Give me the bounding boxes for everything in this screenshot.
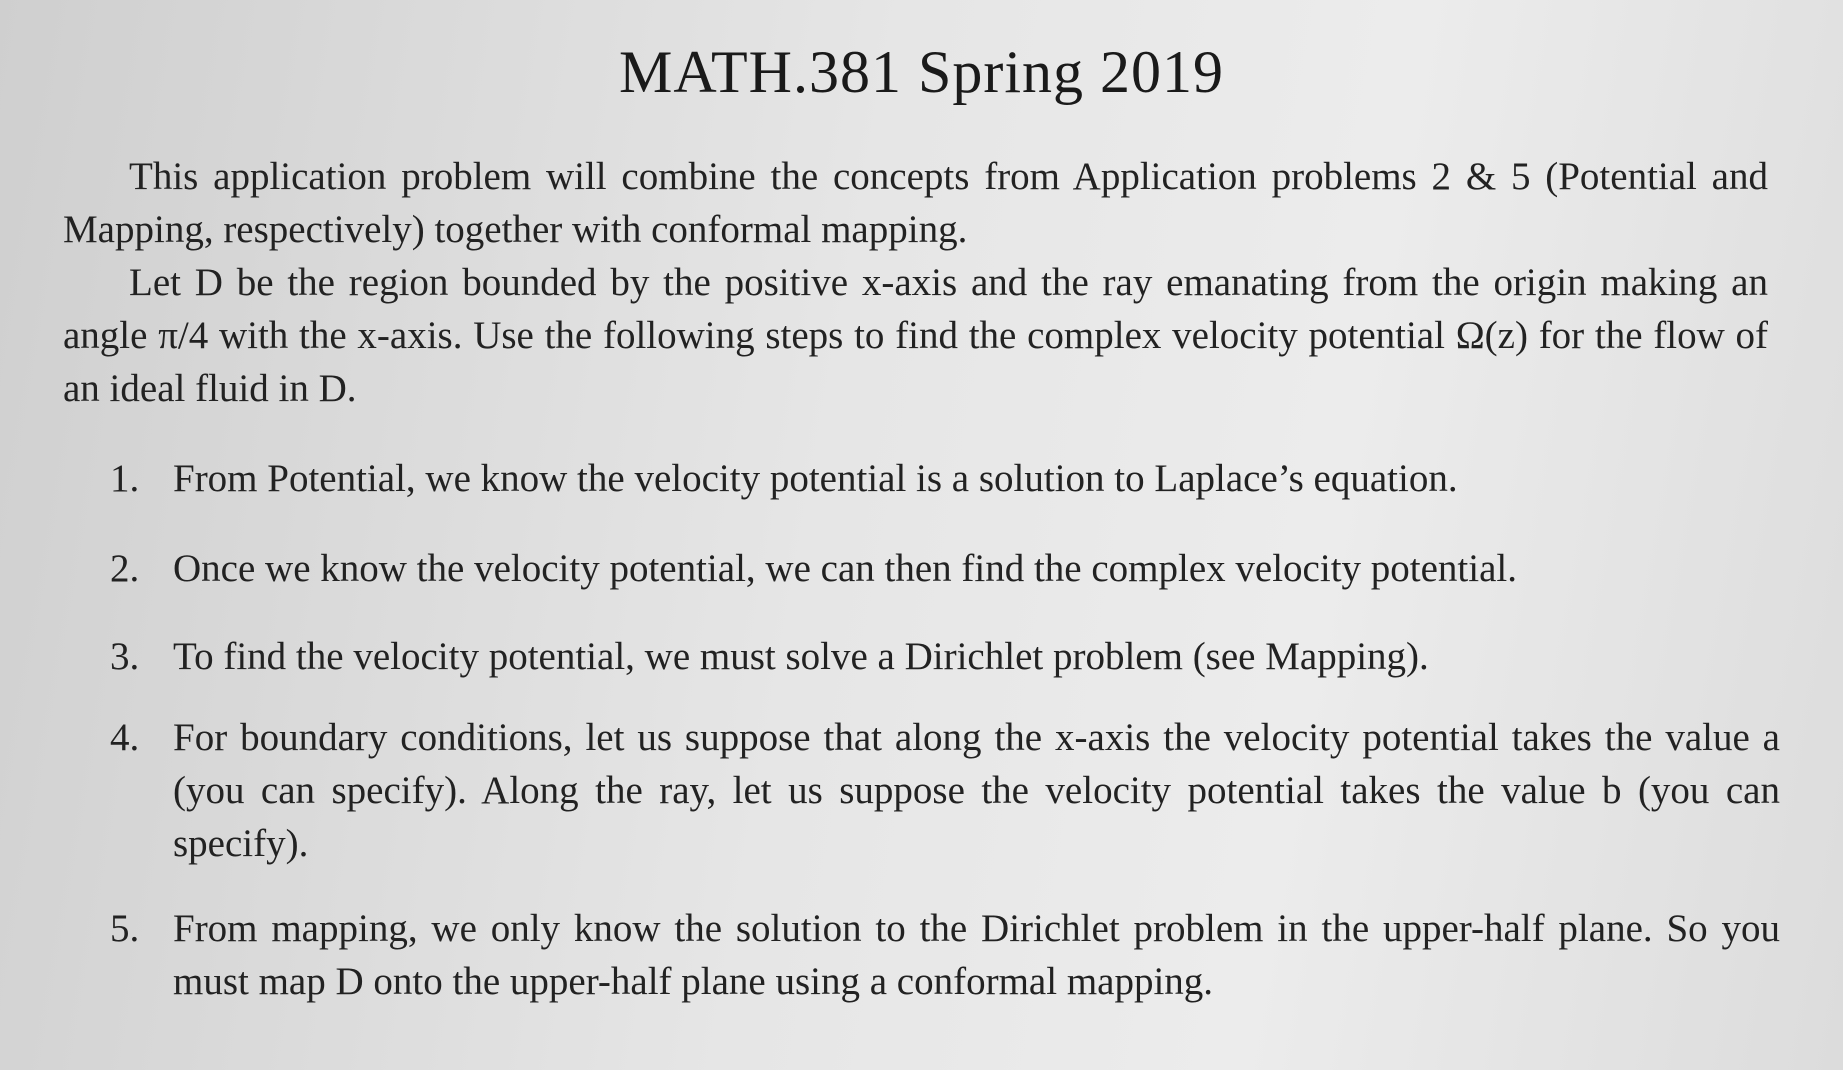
step-number: 1. bbox=[110, 457, 140, 500]
intro-paragraph: This application problem will combine the concepts from Application problems 2 & 5 (Potential and Mapping, respectively) together with conformal mapping. bbox=[63, 155, 1768, 251]
step-number: 4. bbox=[110, 716, 140, 759]
step-text: Once we know the velocity potential, we can then find the complex velocity potential. bbox=[173, 547, 1517, 590]
step-number: 2. bbox=[110, 547, 140, 590]
step-text: From mapping, we only know the solution to the Dirichlet problem in the upper-half plane. So you must map D onto the upper-half plane using a conformal mapping. bbox=[173, 907, 1780, 1003]
definition-paragraph: Let D be the region bounded by the positive x-axis and the ray emanating from the origin making an angle π/4 with the x-axis. Use the following steps to find the complex velocity potential Ω(z) for the flow of an ideal fluid in D. bbox=[63, 261, 1768, 410]
step-text: For boundary conditions, let us suppose that along the x-axis the velocity potential takes the value a (you can specify). Along the ray, let us suppose the velocity potential takes the value b (you can specify). bbox=[173, 716, 1780, 865]
step-number: 3. bbox=[110, 635, 140, 678]
step-text: From Potential, we know the velocity potential is a solution to Laplace’s equation. bbox=[173, 457, 1458, 500]
step-text: To find the velocity potential, we must solve a Dirichlet problem (see Mapping). bbox=[173, 635, 1429, 678]
document-title: MATH.381 Spring 2019 bbox=[618, 39, 1225, 105]
step-number: 5. bbox=[110, 907, 140, 950]
